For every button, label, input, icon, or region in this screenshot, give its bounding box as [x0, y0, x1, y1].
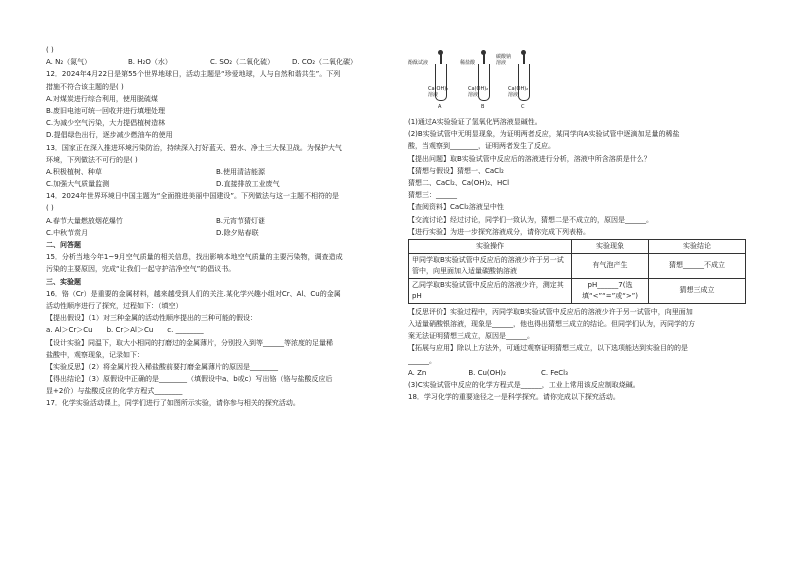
fig-label-phenolphthalein: 酚酞试液: [408, 60, 429, 66]
dropper-c: [523, 52, 525, 64]
q16-line-1: 16．铬（Cr）是重要的金属材料，越来越受到人们的关注.某化学兴趣小组对Cr、Al、Cu的金属: [46, 289, 341, 298]
q16-line-7: 【实验反思】（2）将金属片投入稀盐酸前要打磨金属薄片的原因是________: [46, 362, 278, 371]
table-cell-operation: 甲同学取B实验试管中反应后的溶液少许于另一试管中，向里面加入适量碳酸钠溶液: [409, 253, 572, 278]
q13-option-b: B.使用清洁能源: [216, 167, 266, 176]
q16-line-8: 【得出结论】（3）原假设中正确的是________（填假设中a、b或c）写出铬（铬与盐酸反应后: [46, 375, 333, 384]
q15-stem: 15．分析当地今年1~9月空气质量的相关信息，找出影响本地空气质量的主要污染物，调查造成: [46, 253, 343, 262]
experiment-table: [408, 239, 746, 304]
table-row: [409, 278, 746, 303]
q11-option-d: D. CO₂（二氧化碳）: [292, 58, 358, 67]
q17-line-12: 入适量硝酸银溶液，现象是______，他也得出猜想三成立的结论。但同学们认为，丙同学的方: [408, 320, 695, 329]
table-header-operation: 实验操作: [409, 239, 572, 253]
table-cell-operation: 乙同学取B实验试管中反应后的溶液少许，测定其pH: [409, 278, 572, 303]
tube-label-a: A: [438, 104, 442, 110]
q17-line-3: 酸，当观察到________，证明两者发生了反应。: [408, 142, 555, 151]
right-column: [408, 50, 754, 403]
q12-option-c: C.为减少空气污染，大力提倡植树造林: [46, 119, 166, 128]
q12-stem-2: 措施不符合该主题的是( ): [46, 82, 124, 91]
q14-option-b: B.元宵节猜灯谜: [216, 216, 266, 225]
q17-line-16: (3)C实验试管中反应的化学方程式是______，工业上常用该反应制取烧碱。: [408, 381, 640, 389]
q17-line-14: 【拓展与应用】除以上方法外，可通过观察证明猜想三成立，以下选项能达到实验目的的是: [408, 344, 688, 353]
q13-options-row1: [46, 166, 388, 178]
left-column: [46, 44, 388, 410]
q12-option-b: B.废旧电池可统一回收并进行填埋处理: [46, 106, 166, 115]
tube-label-b: B: [481, 104, 485, 110]
dropper-a: [440, 52, 442, 64]
q17-line-5: 【猜想与假设】猜想一、CaCl₂: [408, 166, 504, 175]
table-row: [409, 253, 746, 278]
q13-stem: 13．国家正在深入推进环境污染防治，持续深入打好蓝天、碧水、净土三大保卫战。为保护大气: [46, 143, 342, 152]
section-2-heading: 二、问答题: [46, 241, 81, 249]
experiment-figure: [408, 50, 754, 114]
tube-label-c: C: [521, 104, 525, 110]
q14-options-row1: [46, 215, 388, 227]
section-3-heading: 三、实验题: [46, 277, 81, 286]
q17-line-2: (2)B实验试管中无明显现象，为证明两者反应，某同学向A实验试管中逐滴加足量的稀盐: [408, 130, 680, 139]
table-header-row: [409, 239, 746, 253]
q17-line-1: (1)通过A实验验证了氢氧化钙溶液显碱性。: [408, 118, 542, 126]
q14-option-a: A.春节大量燃放烟花爆竹: [46, 216, 123, 225]
q17-line-6: 猜想二、CaCl₂、Ca(OH)₂、HCl: [408, 178, 510, 187]
q17-line-13: 案无法证明猜想三成立，原因是______。: [408, 332, 534, 341]
solution-label-b: Ca(OH)₂ 溶液: [468, 86, 489, 98]
q12-stem: 12．2024年4月22日是第55个世界地球日，活动主题是“珍爱地球，人与自然和谐共生”。下列: [46, 70, 341, 79]
q18-stem: 18．学习化学的重要途径之一是科学探究。请你完成以下探究活动。: [408, 393, 620, 402]
q14-options-row2: [46, 227, 388, 239]
table-cell-phenomenon: pH______7(选填“<”“=”或“>”): [572, 278, 649, 303]
table-cell-conclusion: 猜想______不成立: [649, 253, 746, 278]
q17-line-8: 【查阅资料】CaCl₂溶液呈中性: [408, 203, 504, 212]
q13-options-row2: [46, 178, 388, 190]
q16-line-2: 活动性顺序进行了探究，过程如下：（填空）: [46, 301, 183, 310]
table-header-phenomenon: 实验现象: [572, 239, 649, 253]
q17-line-9: 【交流讨论】经过讨论，同学们一致认为，猜想二是不成立的，原因是______。: [408, 215, 653, 224]
dropper-b: [483, 52, 485, 64]
q13-option-a: A.积极植树、种草: [46, 167, 102, 176]
q11-paren: ( ): [46, 46, 54, 54]
q12-option-a: A.对煤炭进行综合利用，使用脱硫煤: [46, 94, 158, 103]
solution-label-c: Ca(OH)₂ 溶液: [508, 86, 529, 98]
q17-line-15: ______。: [408, 356, 436, 365]
q15-stem-2: 污染的主要原因，完成“让我们一起守护洁净空气”的倡议书。: [46, 265, 236, 274]
q11-option-c: C. SO₂（二氧化硫）: [210, 58, 275, 67]
q14-option-d: D.除夕贴春联: [216, 228, 259, 237]
q14-stem-2: ( ): [46, 204, 54, 213]
q13-option-c: C.加强大气质量监测: [46, 180, 110, 189]
q16-line-9: 显+2价）与盐酸反应的化学方程式________: [46, 387, 183, 396]
q17-line-4: 【提出问题】取B实验试管中反应后的溶液进行分析，溶液中所含溶质是什么？: [408, 154, 651, 163]
q16-line-5: 【设计实验】同温下，取大小相同的打磨过的金属薄片，分别投入到等______等浓度的足量稀: [46, 338, 333, 347]
q11-option-b: B. H₂O（水）: [128, 58, 172, 67]
fig-label-hcl: 稀盐酸: [460, 60, 476, 66]
q13-option-d: D.直接排放工业废气: [216, 180, 280, 189]
fig-label-na2co3: 碳酸钠 溶液: [496, 54, 512, 66]
q17-stem: 17．化学实验活动课上，同学们进行了如图所示实验，请你参与相关的探究活动。: [46, 399, 300, 408]
q11-options: [46, 56, 388, 68]
q17-line-10: 【进行实验】为进一步探究溶液成分，请你完成下列表格。: [408, 227, 590, 236]
q11-option-a: A. N₂（氮气）: [46, 58, 92, 67]
q14-stem: 14．2024年世界环境日中国主题为“全面推进美丽中国建设”。下列做法与这一主题不相符的是: [46, 192, 339, 201]
solution-label-a: Ca(OH)₂ 溶液: [428, 86, 449, 98]
q16-line-6: 盐酸中，观察现象，记录如下：: [46, 350, 144, 359]
q17-options: A. Zn B. Cu(OH)₂ C. FeCl₃: [408, 368, 568, 377]
q14-option-c: C.中秋节赏月: [46, 228, 89, 237]
table-header-conclusion: 实验结论: [649, 239, 746, 253]
table-cell-conclusion: 猜想三成立: [649, 278, 746, 303]
table-cell-phenomenon: 有气泡产生: [572, 253, 649, 278]
q16-line-4: a. Al＞Cr＞Cu b. Cr＞Al＞Cu c. ________: [46, 326, 204, 335]
q13-stem-2: 环境，下列做法不可行的是( ): [46, 155, 138, 164]
q12-option-d: D.提倡绿色出行，逐步减少燃油车的使用: [46, 131, 173, 140]
q17-line-11: 【反思评价】实验过程中，丙同学取B实验试管中反应后的溶液少许于另一试管中，向里面加: [408, 307, 693, 316]
q17-line-7: 猜想三：______: [408, 191, 457, 200]
q16-line-3: 【提出假设】（1）对三种金属的活动性顺序提出的三种可能的假设：: [46, 314, 257, 323]
